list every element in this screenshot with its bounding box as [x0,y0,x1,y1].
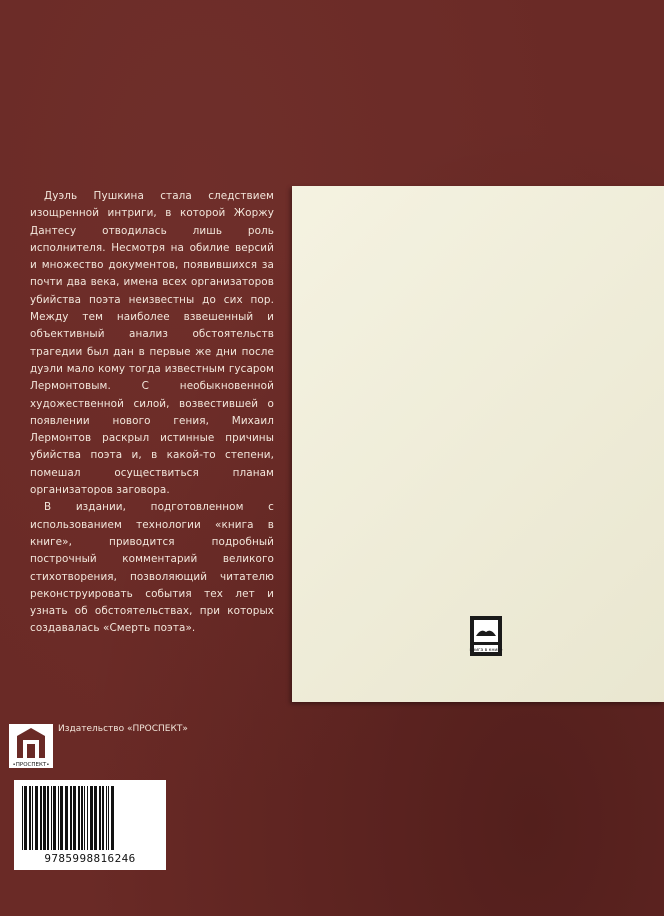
barcode-bar [106,786,107,850]
barcode-bar [32,786,33,850]
barcode-bar [22,786,23,850]
barcode-bar [84,786,85,850]
barcode-bar [81,786,83,850]
barcode-bar [99,786,101,850]
barcode-bar [111,786,114,850]
barcode-bar [58,786,59,850]
cream-panel [292,186,664,702]
barcode-bar [70,786,72,850]
barcode-bar [60,786,63,850]
prospekt-logo [9,724,53,768]
book-in-book-icon [466,616,506,656]
barcode-bar [29,786,31,850]
barcode-bar [78,786,80,850]
barcode-bar [53,786,56,850]
barcode-bar [90,786,93,850]
barcode-bar [43,786,46,850]
blurb-paragraph-2: В издании, подготовленном с использованием технологии «книга в книге», приводится подробный построчный комментарий великого стихотворения, позволяющий читателю реконструировать события тех лет и узнать об обстоятельствах, при которых создавалась «Смерть поэта». [30,501,274,635]
barcode-bar [108,786,109,850]
prospekt-logo-text: •ПРОСПЕКТ• [12,762,50,768]
barcode-bar [102,786,104,850]
barcode-bar [47,786,49,850]
publisher-name: Издательство «ПРОСПЕКТ» [58,724,188,734]
barcode-bars [20,786,160,850]
barcode-bar [87,786,88,850]
card-logo-text: книга в книге [469,648,503,653]
isbn-digits: 9785998816246 [44,852,136,865]
barcode-bar [65,786,68,850]
barcode-bar [24,786,27,850]
barcode-bar [51,786,52,850]
barcode-bar [94,786,97,850]
barcode-bar [73,786,76,850]
barcode-bar [35,786,38,850]
isbn-barcode [14,780,166,870]
barcode-bar [40,786,42,850]
blurb-text [30,188,274,638]
blurb-paragraph-1: Дуэль Пушкина стала следствием изощренной интриги, в которой Жоржу Дантесу отводилась лишь роль исполнителя. Несмотря на обилие версий и множество документов, появившихся за почти два века, имена всех организаторов убийства поэта неизвестны до сих пор. Между тем наиболее взвешенный и объективный анализ обстоятельств трагедии был дан в первые же дни после дуэли мало кому тогда известным гусаром Лермонтовым. С необыкновенной художественной силой, возвестившей о появлении нового гения, Михаил Лермонтов раскрыл истинные причины убийства поэта и, в какой-то степени, помешал осуществиться планам организаторов заговора. [30,190,274,497]
